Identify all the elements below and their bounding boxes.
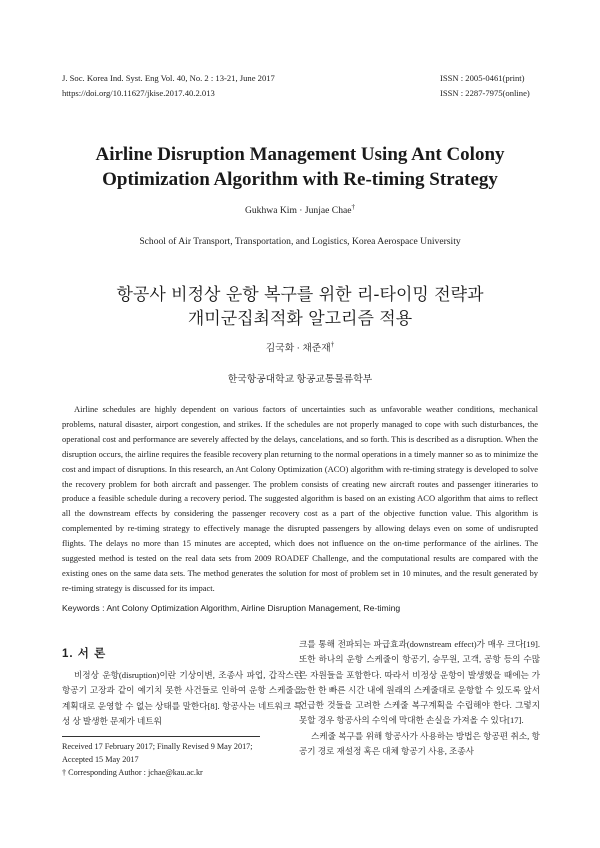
- received-dates: Received 17 February 2017; Finally Revised 9 May 2017;: [62, 742, 253, 751]
- korean-title-line-2: 개미군집최적화 알고리즘 적용: [187, 309, 413, 329]
- footnote-divider: [62, 736, 260, 737]
- korean-title-line-1: 항공사 비정상 운항 복구를 위한 리-타이밍 전략과: [116, 285, 484, 305]
- paper-title-korean: [0, 283, 600, 331]
- body-text-right-column: [299, 637, 540, 759]
- body-text-left-column: 비정상 운항(disruption)이란 기상이변, 조종사 파업, 갑작스런 항공기 고장과 같이 예기치 못한 사건들로 인하여 운항 스케줄을 계획대로 운영할 수 없는 상태를 말한다[8]. 항공사는 네트워크 특성 상 발생한 문제가 네트워: [62, 670, 302, 726]
- body-paragraph-2: 스케줄 복구를 위해 항공사가 사용하는 방법은 항공편 취소, 항공기 경로 재설정 혹은 대체 항공기 사용, 조종사: [299, 730, 540, 757]
- journal-header-left: [62, 71, 275, 101]
- keywords-list: Ant Colony Optimization Algorithm, Airline Disruption Management, Re-timing: [106, 603, 401, 613]
- issn-print: ISSN : 2005-0461(print): [440, 73, 525, 83]
- title-line-2: Optimization Algorithm with Re-timing Strategy: [102, 169, 498, 190]
- title-line-1: Airline Disruption Management Using Ant Colony: [95, 144, 505, 165]
- author-names: Gukhwa Kim · Junjae Chae: [244, 205, 352, 217]
- corresponding-author-mark: †: [351, 203, 356, 211]
- abstract: Airline schedules are highly dependent on various factors of uncertainties such as unfavorable weather conditions, mechanical problems, natural disaster, airport congestion, and strikes. If the schedules are not properly managed to cope with such disturbances, the operational cost and performance are severely affected by the delays, cancelations, and so forth. This is described as a disruption. When the disruption occurs, the airline requires the feasible recovery plan returning to the normal operations in a timely manner so as to minimize the cost and impact of disruptions. In this research, an Ant Colony Optimization (ACO) algorithm with re-timing strategy is developed to solve the recovery problem for both aircraft and passenger. The problem consists of creating new aircraft routes and passenger itineraries to produce a feasible schedule during a recovery period. The suggested algorithm is based on an existing ACO algorithm that aims to reflect all the downstream effects by considering the passenger recovery cost as a part of the objective function value. This algorithm is complemented by re-timing strategy to effectively manage the disrupted passengers by allowing delays even on some of undisrupted flights. The delays no more than 15 minutes are accepted, which does not influence on the on-time performance of the airlines. The suggested method is tested on the real data sets from 2009 ROADEF Challenge, and the computational results are compared with the existing ones on the same data sets. The method generates the solution for most of problem set in 10 minutes, and the result generated by re-timing strategy is discussed for its impact.: [62, 404, 538, 593]
- affiliation-english: School of Air Transport, Transportation, and Logistics, Korea Aerospace University: [139, 236, 461, 247]
- korean-author-names: 김국화 · 채준재: [265, 343, 331, 354]
- author-list-korean: [0, 340, 600, 354]
- author-list-english: [0, 203, 600, 216]
- journal-citation: J. Soc. Korea Ind. Syst. Eng Vol. 40, No. 2 : 13-21, June 2017: [62, 73, 275, 83]
- footnote-block: [62, 740, 302, 779]
- journal-header-right: [440, 71, 530, 101]
- issn-online: ISSN : 2287-7975(online): [440, 88, 530, 98]
- section-heading-introduction: 1. 서 론: [62, 648, 107, 660]
- keywords: [62, 603, 538, 613]
- accepted-date: Accepted 15 May 2017: [62, 755, 139, 764]
- affiliation-korean: 한국항공대학교 항공교통물류학부: [227, 374, 373, 385]
- keywords-label: Keywords :: [62, 603, 105, 613]
- doi-link[interactable]: https://doi.org/10.11627/jkise.2017.40.2.013: [62, 88, 215, 98]
- korean-corresponding-author-mark: †: [330, 340, 335, 349]
- corresponding-author-email: † Corresponding Author : jchae@kau.ac.kr: [62, 768, 203, 777]
- paper-title-english: [0, 142, 600, 192]
- body-paragraph-1-continued: 크를 통해 전파되는 파급효과(downstream effect)가 매우 크다[19]. 또한 하나의 운항 스케줄이 항공기, 승무원, 고객, 공항 등의 수많은 자원들을 포함한다. 따라서 비정상 운항이 발생했을 때에는 가능한 한 빠른 시간 내에 원래의 스케줄대로 운항할 수 있도록 앞서 언급한 것들을 고려한 스케줄 복구계획을 수립해야 한다. 그렇지 못할 경우 항공사의 수익에 막대한 손실을 가져올 수 있다[17].: [299, 639, 540, 726]
